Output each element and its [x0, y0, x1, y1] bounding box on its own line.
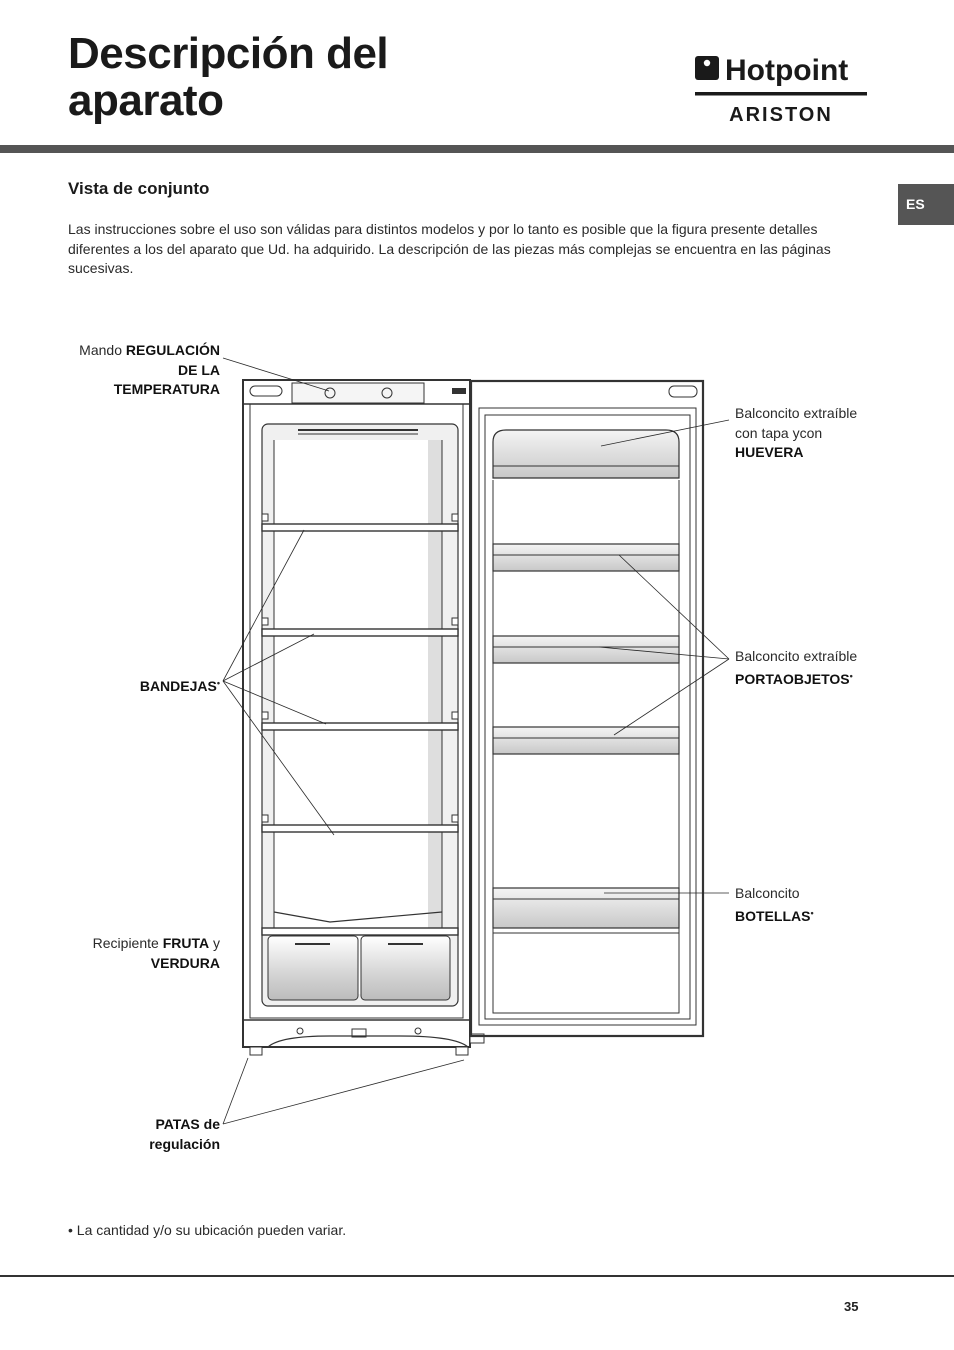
label-bottle-shelf-mark: • [810, 907, 814, 918]
label-door-shelf [735, 647, 935, 689]
label-adjustable-feet-bold: PATAS de [155, 1116, 220, 1132]
footnote [68, 1222, 346, 1238]
intro-paragraph: Las instrucciones sobre el uso son válidas para distintos modelos y por lo tanto es posible que la figura presente detalles diferentes a los del aparato que Ud. ha adquirido. La descripción de las piezas más complejas se encuentra en las páginas sucesivas. [68, 221, 831, 276]
label-adjustable-feet [40, 1115, 220, 1154]
page-title [68, 30, 388, 124]
brand-sub: ARISTON [729, 104, 833, 125]
label-crisper-connector: y [213, 935, 220, 951]
label-crisper-bold-2: VERDURA [150, 954, 220, 971]
title-line-2: aparato [68, 76, 224, 125]
label-temperature-control-bold-1: REGULACIÓN [125, 342, 220, 358]
label-bottle-shelf [735, 884, 935, 926]
label-crisper [40, 934, 220, 973]
label-shelves-mark: • [216, 678, 220, 688]
label-egg-shelf [735, 404, 935, 463]
label-door-shelf-line-1: Balconcito extraíble [735, 648, 858, 664]
label-egg-shelf-line-1: Balconcito extraíble [735, 405, 858, 421]
label-door-shelf-bold: PORTAOBJETOS [735, 670, 850, 687]
label-door-shelf-mark: • [849, 670, 853, 681]
footnote-bullet: • [68, 1222, 73, 1238]
label-temperature-control [40, 341, 220, 400]
label-temperature-control-prefix: Mando [79, 342, 122, 358]
label-crisper-bold-1: FRUTA [162, 935, 210, 951]
label-adjustable-feet-line-2: regulación [149, 1135, 220, 1152]
footnote-text: La cantidad y/o su ubicación pueden variar. [76, 1222, 347, 1238]
label-crisper-prefix: Recipiente [92, 935, 159, 951]
title-line-1: Descripción del [68, 29, 389, 78]
label-bottle-shelf-line-1: Balconcito [735, 885, 800, 901]
label-shelves [40, 674, 220, 697]
label-egg-shelf-bold: HUEVERA [735, 444, 804, 460]
cabinet [243, 380, 484, 1055]
page-number: 35 [844, 1299, 859, 1314]
brand-name: Hotpoint [725, 54, 849, 87]
footer-divider [0, 1275, 954, 1277]
label-bottle-shelf-bold: BOTELLAS [735, 907, 811, 924]
brand-logo [694, 50, 869, 125]
label-egg-shelf-line-2: con tapa ycon [735, 424, 823, 441]
label-temperature-control-bold-3: TEMPERATURA [113, 381, 220, 397]
section-title: Vista de conjunto [68, 179, 210, 198]
language-tab: ES [898, 184, 954, 225]
header-divider [0, 145, 954, 153]
label-temperature-control-bold-2: DE LA [178, 361, 220, 378]
door [471, 381, 703, 1036]
label-shelves-text: BANDEJAS [139, 678, 217, 694]
